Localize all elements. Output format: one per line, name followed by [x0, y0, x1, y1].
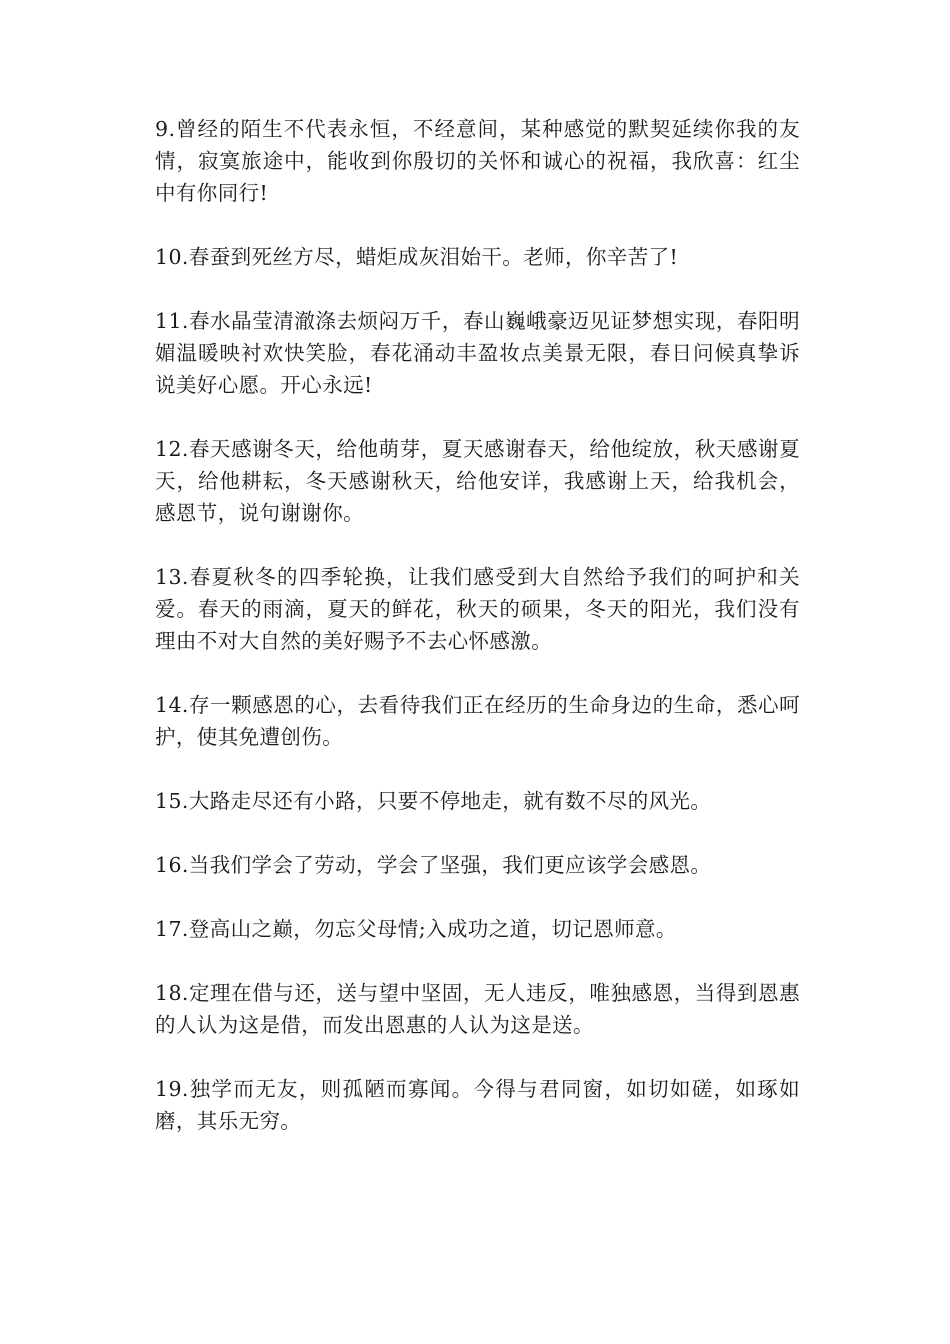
paragraph-18: 18.定理在借与还，送与望中坚固，无人违反，唯独感恩，当得到恩惠的人认为这是借，而发出恩惠的人认为这是送。 [155, 981, 800, 1037]
document-body [155, 113, 800, 1169]
paragraph-10: 10.春蚕到死丝方尽，蜡炬成灰泪始干。老师，你辛苦了! [155, 245, 679, 269]
paragraph-16: 16.当我们学会了劳动，学会了坚强，我们更应该学会感恩。 [155, 853, 712, 877]
paragraph-15: 15.大路走尽还有小路，只要不停地走，就有数不尽的风光。 [155, 789, 712, 813]
paragraph-19: 19.独学而无友，则孤陋而寡闻。今得与君同窗，如切如磋，如琢如磨，其乐无穷。 [155, 1077, 800, 1133]
paragraph-13: 13.春夏秋冬的四季轮换，让我们感受到大自然给予我们的呵护和关爱。春天的雨滴，夏天的鲜花，秋天的硕果，冬天的阳光，我们没有理由不对大自然的美好赐予不去心怀感激。 [155, 565, 800, 653]
paragraph-12: 12.春天感谢冬天，给他萌芽，夏天感谢春天，给他绽放，秋天感谢夏天，给他耕耘，冬天感谢秋天，给他安详，我感谢上天，给我机会，感恩节，说句谢谢你。 [155, 437, 800, 525]
paragraph-17: 17.登高山之巅，勿忘父母情;入成功之道，切记恩师意。 [155, 917, 677, 941]
paragraph-14: 14.存一颗感恩的心，去看待我们正在经历的生命身边的生命，悉心呵护，使其免遭创伤。 [155, 693, 800, 749]
paragraph-11: 11.春水晶莹清澈涤去烦闷万千，春山巍峨豪迈见证梦想实现，春阳明媚温暖映衬欢快笑脸，春花涌动丰盈妆点美景无限，春日问候真挚诉说美好心愿。开心永远! [155, 309, 800, 397]
paragraph-9: 9.曾经的陌生不代表永恒，不经意间，某种感觉的默契延续你我的友情，寂寞旅途中，能收到你殷切的关怀和诚心的祝福，我欣喜：红尘中有你同行! [155, 117, 800, 205]
